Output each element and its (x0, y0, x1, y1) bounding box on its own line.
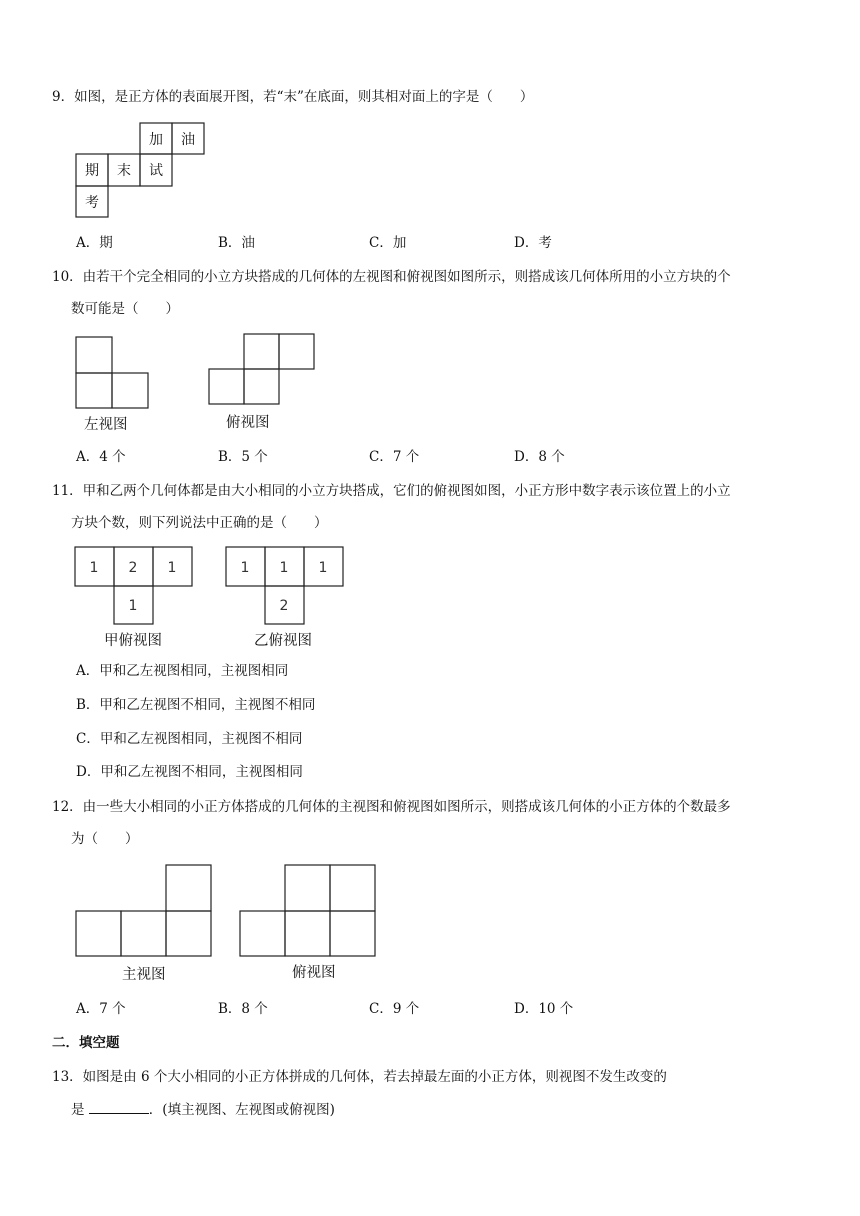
q12-option-c[interactable]: C．9 个 (369, 1001, 420, 1017)
q11-yi-top-view (223, 545, 347, 627)
q10-left-view (72, 334, 154, 412)
q9-option-a[interactable]: A．期 (76, 235, 113, 251)
jia-cell-3: 1 (167, 560, 177, 576)
q12-top-view (236, 862, 380, 958)
yi-cell-4: 2 (279, 598, 289, 614)
net-cell-you: 油 (181, 132, 195, 148)
jia-cell-2: 2 (128, 560, 138, 576)
q11-option-a[interactable]: A．甲和乙左视图相同，主视图相同 (76, 663, 289, 679)
net-cell-kao: 考 (85, 195, 99, 211)
q13-stem-suffix: ．(填主视图、左视图或俯视图) (148, 1102, 335, 1118)
jia-cell-4: 1 (128, 598, 138, 614)
q11-jia-caption: 甲俯视图 (104, 633, 162, 649)
q10-top-view-caption: 俯视图 (226, 415, 270, 431)
q9-option-c[interactable]: C．加 (369, 235, 407, 251)
net-cell-jia: 加 (149, 132, 163, 148)
yi-cell-3: 1 (318, 560, 328, 576)
net-cell-qi: 期 (85, 163, 99, 179)
q12-stem-line1: 12．由一些大小相同的小正方体搭成的几何体的主视图和俯视图如图所示，则搭成该几何体的小正方体的个数最多 (52, 799, 731, 815)
q10-option-b[interactable]: B．5 个 (218, 449, 268, 465)
q11-jia-top-view (72, 545, 196, 627)
q10-option-d[interactable]: D．8 个 (514, 449, 565, 465)
q12-front-view (72, 862, 216, 958)
q11-stem-line1: 11．甲和乙两个几何体都是由大小相同的小立方块搭成，它们的俯视图如图，小正方形中数字表示该位置上的小立 (52, 483, 731, 499)
q12-option-a[interactable]: A．7 个 (76, 1001, 126, 1017)
q13-answer-blank[interactable] (89, 1101, 149, 1114)
net-cell-mo: 末 (117, 163, 131, 179)
q11-option-b[interactable]: B．甲和乙左视图不相同，主视图不相同 (76, 697, 316, 713)
jia-cell-1: 1 (89, 560, 99, 576)
q9-cube-net (70, 118, 220, 222)
net-cell-shi: 试 (149, 163, 163, 179)
q12-option-b[interactable]: B．8 个 (218, 1001, 268, 1017)
q12-option-d[interactable]: D．10 个 (514, 1001, 574, 1017)
q10-left-view-caption: 左视图 (84, 417, 128, 433)
q11-yi-caption: 乙俯视图 (254, 633, 312, 649)
q12-top-view-caption: 俯视图 (292, 965, 336, 981)
q10-stem-line2: 数可能是（ ） (71, 301, 179, 317)
q12-stem-line2: 为（ ） (71, 831, 139, 847)
q9-option-b[interactable]: B．油 (218, 235, 255, 251)
q13-stem-line1: 13．如图是由 6 个大小相同的小正方体拼成的几何体，若去掉最左面的小正方体，则视图不发生改变的 (52, 1069, 667, 1085)
q12-front-view-caption: 主视图 (122, 967, 166, 983)
q11-option-c[interactable]: C．甲和乙左视图相同，主视图不相同 (76, 731, 303, 747)
q10-top-view (206, 332, 318, 408)
q10-option-c[interactable]: C．7 个 (369, 449, 420, 465)
q10-stem-line1: 10．由若干个完全相同的小立方块搭成的几何体的左视图和俯视图如图所示，则搭成该几何体所用的小立方块的个 (52, 269, 731, 285)
q9-stem: 9．如图，是正方体的表面展开图，若“末”在底面，则其相对面上的字是（ ） (52, 89, 534, 105)
q13-stem-prefix: 是 (71, 1102, 89, 1118)
q9-option-d[interactable]: D．考 (514, 235, 552, 251)
yi-cell-2: 1 (279, 560, 289, 576)
q10-option-a[interactable]: A．4 个 (76, 449, 126, 465)
q11-option-d[interactable]: D．甲和乙左视图不相同，主视图相同 (76, 764, 303, 780)
yi-cell-1: 1 (240, 560, 250, 576)
q11-stem-line2: 方块个数，则下列说法中正确的是（ ） (71, 515, 328, 531)
q13-stem-line2 (71, 1101, 335, 1119)
section-title-fill-blank: 二．填空题 (52, 1035, 120, 1051)
